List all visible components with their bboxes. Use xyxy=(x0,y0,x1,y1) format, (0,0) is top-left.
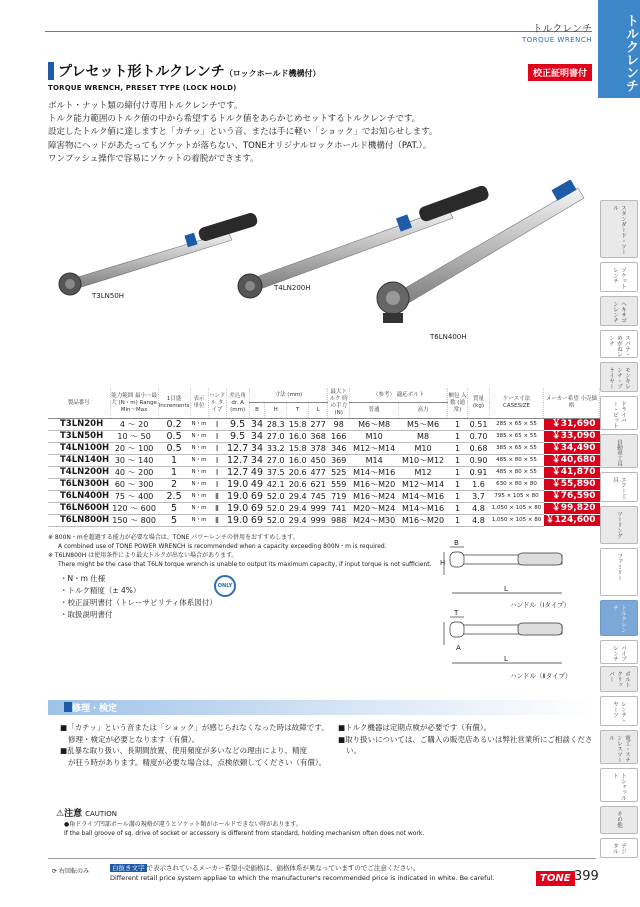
cell-mass: 0.68 xyxy=(468,443,490,455)
table-row xyxy=(48,431,600,443)
cell-price: ￥34,490 xyxy=(544,443,600,455)
range-min: 75 xyxy=(114,492,126,501)
cell-price: ￥40,680 xyxy=(544,455,600,467)
cell-high: M16～M20 xyxy=(399,515,448,527)
cell-hand-force: 166 xyxy=(328,431,350,443)
col-l: L xyxy=(309,403,328,419)
cell-unit: N・m xyxy=(190,503,208,515)
cell-high: M12 xyxy=(399,467,448,479)
repair-line: が狂う時があります。精度が必要な場合は、点検依頼してください（有償）。 xyxy=(68,757,327,767)
cell-mass: 0.70 xyxy=(468,431,490,443)
wrench-t3ln50h-image xyxy=(59,212,259,295)
cell-model: T4LN140H xyxy=(48,455,110,467)
cell-high: M5～M6 xyxy=(399,419,448,431)
cell-qty: 1 xyxy=(448,431,468,443)
cell-square-drive: 19.0 xyxy=(227,515,249,526)
side-tab-current[interactable]: トルクレンチ xyxy=(598,0,640,98)
page-number: 399 xyxy=(574,869,599,884)
side-tab[interactable]: ソケットレンチ xyxy=(600,262,638,292)
cell-increment: 2.5 xyxy=(158,491,190,503)
cell-unit: N・m xyxy=(190,491,208,503)
cell-l: 277 xyxy=(310,420,326,429)
col-handle: ハンドル タイプ xyxy=(208,388,226,419)
cell-hand-force: 559 xyxy=(328,479,350,491)
product-photos xyxy=(48,180,593,380)
cell-normal: M16～M24 xyxy=(350,491,399,503)
cell-handle: Ⅱ xyxy=(208,491,226,503)
side-tab[interactable]: エアー工具 xyxy=(600,472,638,502)
caution-body xyxy=(64,820,424,838)
cell-handle: Ⅰ xyxy=(208,443,226,455)
side-tab[interactable]: スパナ・めがねレンチ xyxy=(600,330,638,358)
col-dimensions: 寸法 (mm) xyxy=(249,388,328,403)
cell-t: 29.4 xyxy=(287,491,309,503)
cell-increment: 0.5 xyxy=(158,431,190,443)
cell-model: T3LN20H xyxy=(48,419,110,431)
side-tab[interactable]: トルクレンチ xyxy=(600,600,638,636)
diagram-caption-2: ハンドル（Ⅱタイプ） xyxy=(510,672,572,680)
cell-range: 75 ～ 400 xyxy=(110,491,158,503)
cell-model: T6LN400H xyxy=(48,491,110,503)
header-rule xyxy=(45,31,592,32)
range-min: 20 xyxy=(114,444,126,453)
cell-t: 20.6 xyxy=(287,479,309,491)
table-row xyxy=(48,443,600,455)
cell-normal: M14 xyxy=(350,455,399,467)
range-max: 140 xyxy=(138,456,154,465)
note-line: A combined use of TONE POWER WRENCH is recommended when a capacity exceeding 800N・m is required. xyxy=(58,543,387,550)
side-tab[interactable]: レンチ・ヤーツ xyxy=(600,696,638,726)
cell-unit: N・m xyxy=(190,467,208,479)
page-title: プレセット形トルクレンチ（ロックホールド機構付） xyxy=(58,64,321,80)
feature-item: ・校正証明書付（トレーサビリティ体系図付） xyxy=(60,598,217,607)
cell-unit: N・m xyxy=(190,479,208,491)
cell-range: 20 ～ 100 xyxy=(110,443,158,455)
col-square-drive: 差込角 dr. A (mm) xyxy=(226,388,249,419)
cell-case: 1,050 × 105 × 80 xyxy=(490,515,544,527)
cell-hand-force: 719 xyxy=(328,491,350,503)
cell-h: 52.0 xyxy=(265,515,287,527)
cell-square-drive: 19.0 xyxy=(227,491,249,502)
range-max: 400 xyxy=(138,492,154,501)
cell-increment: 2 xyxy=(158,479,190,491)
certificate-badge: 校正証明書付 xyxy=(528,64,592,81)
description-line: ボルト・ナット類の締付け専用トルクレンチです。 xyxy=(48,101,243,111)
cell-l: 621 xyxy=(310,480,326,489)
note-line: ※ T6LN800H は使用条件により最大トルクが出ない場合があります。 xyxy=(48,552,238,559)
cell-normal: M10 xyxy=(350,431,399,443)
note-line: There might be the case that T6LN torque wrench is unable to output its maximum capacity, if input torque is not sufficient. xyxy=(58,561,432,568)
cell-l: 999 xyxy=(310,504,326,513)
cell-hand-force: 98 xyxy=(328,419,350,431)
cell-range: 4 ～ 20 xyxy=(110,419,158,431)
cell-qty: 1 xyxy=(448,515,468,527)
feature-item: ・N・m 仕様 xyxy=(60,574,106,583)
cell-model: T6LN800H xyxy=(48,515,110,527)
cell-qty: 1 xyxy=(448,503,468,515)
table-row xyxy=(48,479,600,491)
footer-line-2: Different retail price system appliae to which the manufacturer's recommended price is indicated in white. Be careful. xyxy=(110,873,495,882)
col-case: ケース寸法 CASESIZE xyxy=(490,388,544,419)
white-text-pill: 白抜き文字 xyxy=(112,864,145,872)
cell-qty: 1 xyxy=(448,455,468,467)
range-max: 100 xyxy=(138,444,154,453)
cell-hand-force: 988 xyxy=(328,515,350,527)
product-label: T4LN200H xyxy=(274,284,311,292)
col-high: 高力 xyxy=(399,403,448,419)
cell-handle: Ⅰ xyxy=(208,455,226,467)
only-badge: ONLY xyxy=(214,575,236,597)
cell-price: ￥124,600 xyxy=(544,515,600,527)
header-category: トルクレンチ xyxy=(532,24,592,35)
cell-model: T6LN600H xyxy=(48,503,110,515)
cell-unit: N・m xyxy=(190,419,208,431)
page-title-sub: （ロックホールド機構付） xyxy=(224,69,321,78)
cell-high: M14～M16 xyxy=(399,503,448,515)
cell-model: T3LN50H xyxy=(48,431,110,443)
caution-title: ⚠注意 CAUTION xyxy=(56,809,117,819)
cell-case: 385 × 65 × 55 xyxy=(490,431,544,443)
feature-item: ・トルク精度（± 4%） xyxy=(60,586,141,595)
cell-qty: 1 xyxy=(448,443,468,455)
range-min: 150 xyxy=(112,516,128,525)
cell-high: M10～M12 xyxy=(399,455,448,467)
cell-qty: 1 xyxy=(448,467,468,479)
table-row xyxy=(48,491,600,503)
range-max: 300 xyxy=(138,480,154,489)
cell-high: M8 xyxy=(399,431,448,443)
cell-mass: 0.90 xyxy=(468,455,490,467)
range-min: 10 xyxy=(117,432,128,441)
cell-unit: N・m xyxy=(190,443,208,455)
cell-case: 795 × 105 × 80 xyxy=(490,491,544,503)
repair-line: ■乱暴な取り扱い、長期間放置、使用頻度が多いなどの理由により、精度 xyxy=(60,746,308,755)
cell-l: 999 xyxy=(310,516,326,525)
cell-normal: M12～M14 xyxy=(350,443,399,455)
cell-model: T4LN200H xyxy=(48,467,110,479)
cell-square-drive: 19.0 xyxy=(227,479,249,490)
side-tab[interactable]: 自動車工具 xyxy=(600,434,638,468)
cell-price: ￥99,820 xyxy=(544,503,600,515)
side-tab[interactable]: スタンダード・ツール xyxy=(600,200,638,258)
cell-mass: 1.6 xyxy=(468,479,490,491)
diagram-caption-1: ハンドル（Ⅰタイプ） xyxy=(510,601,571,609)
cell-qty: 1 xyxy=(448,419,468,431)
col-increment: 1目盛 Increments xyxy=(158,388,190,419)
cell-unit: N・m xyxy=(190,515,208,527)
spec-table xyxy=(48,388,600,527)
cell-l: 745 xyxy=(310,492,326,501)
cell-h: 37.5 xyxy=(265,467,287,479)
cell-mass: 3.7 xyxy=(468,491,490,503)
cell-h: 27.0 xyxy=(265,455,287,467)
side-tab[interactable]: ヘキサゴンレンチ xyxy=(600,296,638,326)
range-max: 50 xyxy=(140,432,151,441)
cell-unit: N・m xyxy=(190,431,208,443)
title-marker xyxy=(48,62,54,80)
cell-t: 29.4 xyxy=(287,515,309,527)
footer-note xyxy=(110,864,494,883)
product-label: T6LN400H xyxy=(430,333,467,341)
cell-case: 285 × 65 × 55 xyxy=(490,419,544,431)
rotate-icon: ⟳ xyxy=(52,868,58,875)
range-min: 120 xyxy=(112,504,128,513)
cell-qty: 1 xyxy=(448,491,468,503)
repair-line: ■「カチッ」という音または「ショック」が感じられなくなった時は故障です。 xyxy=(60,723,329,732)
side-tab[interactable]: その他 xyxy=(600,806,638,834)
brand-logo: TONE xyxy=(536,871,575,886)
side-tab[interactable]: ドライバー・ビット xyxy=(600,396,638,430)
cell-case: 485 × 80 × 55 xyxy=(490,467,544,479)
cell-high: M12～M14 xyxy=(399,479,448,491)
cell-h: 27.0 xyxy=(265,431,287,443)
cell-t: 16.0 xyxy=(287,431,309,443)
table-row xyxy=(48,419,600,431)
dim-l-label-2: L xyxy=(504,655,508,663)
cell-square-drive: 12.7 xyxy=(227,443,249,454)
side-tab[interactable]: ツーリング xyxy=(600,506,638,544)
cell-t: 15.8 xyxy=(287,443,309,455)
cell-h: 52.0 xyxy=(265,491,287,503)
footer-rule xyxy=(48,858,596,859)
wrench-t4ln200h-image xyxy=(238,184,490,298)
range-min: 4 xyxy=(119,420,126,429)
cell-mass: 4.8 xyxy=(468,515,490,527)
rotation-note: ⟳ 右回転のみ xyxy=(52,868,89,875)
dim-h-label: H xyxy=(440,559,446,567)
cell-t: 15.8 xyxy=(287,419,309,431)
side-tab[interactable]: トシャッルト xyxy=(600,768,638,802)
col-qty: 梱包 入数 (通常) xyxy=(448,388,468,419)
cell-square-drive: 9.5 xyxy=(226,419,249,431)
description-line: トルク能力範囲のトルク値の中から希望するトルク値をあらかじめセットするトルクレンチです。 xyxy=(48,114,421,125)
side-tab[interactable]: ファミリー xyxy=(600,548,638,596)
repair-section-title: 修理・検定 xyxy=(72,704,118,714)
repair-line: 修理・検定が必要となります（有償）。 xyxy=(68,734,200,744)
cell-hand-force: 346 xyxy=(328,443,350,455)
dim-t-label: T xyxy=(454,609,459,617)
cell-increment: 1 xyxy=(158,467,190,479)
cell-square-drive: 12.7 xyxy=(227,467,249,478)
side-tab[interactable]: モンキレンチ・プライヤー xyxy=(600,362,638,392)
cell-mass: 4.8 xyxy=(468,503,490,515)
range-max: 800 xyxy=(140,516,156,525)
col-price: メーカー希望 小売価格 xyxy=(544,388,600,419)
caution-line: If the ball groove of sq. drive of socket or accessory is different from standard, holding mechanism often does not work. xyxy=(64,830,425,837)
description xyxy=(48,100,588,166)
feature-list xyxy=(60,573,217,621)
cell-increment: 0.2 xyxy=(158,419,190,431)
col-range: 能力範囲 最小～最大 (N・m) Range Min～Max xyxy=(110,388,158,419)
cell-t: 16.0 xyxy=(287,455,309,467)
col-t: T xyxy=(287,403,309,419)
cell-b: 34 xyxy=(250,443,264,454)
cell-normal: M14～M16 xyxy=(350,467,399,479)
cell-range: 40 ～ 200 xyxy=(110,467,158,479)
cell-price: ￥55,890 xyxy=(544,479,600,491)
note-line: ※ 800N・mを超過する能力が必要な場合は、TONE パワーレンチの併用をおすすめします。 xyxy=(48,534,299,541)
cell-mass: 0.51 xyxy=(468,419,490,431)
cell-increment: 0.5 xyxy=(158,443,190,455)
range-min: 30 xyxy=(114,456,126,465)
dim-b-label: B xyxy=(454,539,459,547)
cell-l: 450 xyxy=(310,456,326,465)
cell-b: 34 xyxy=(250,431,264,442)
cell-hand-force: 741 xyxy=(328,503,350,515)
caution-title-en: CAUTION xyxy=(85,810,117,818)
repair-section-bar xyxy=(48,700,594,715)
repair-section-marker xyxy=(64,702,72,712)
table-row xyxy=(48,467,600,479)
description-line: 障害物にヘッドがあたってもソケットが落ちない、TONEオリジナルロックホールド機構付（PAT.）。 xyxy=(48,140,432,151)
cell-case: 385 × 65 × 55 xyxy=(490,443,544,455)
cell-b: 49 xyxy=(250,479,264,490)
cell-h: 28.3 xyxy=(265,419,287,431)
range-min: 60 xyxy=(114,480,126,489)
col-normal: 普通 xyxy=(350,403,399,419)
cell-handle: Ⅰ xyxy=(208,479,226,491)
range-min: 40 xyxy=(114,468,126,477)
cell-increment: 5 xyxy=(158,503,190,515)
notes xyxy=(48,533,448,569)
side-tab[interactable]: 電工・ステンレスツール xyxy=(600,730,638,764)
caution-line: ●角ドライブ凹部ボール溝の規格が違うとソケット類がホールドできない時があります。 xyxy=(64,821,302,828)
page-title-en: TORQUE WRENCH, PRESET TYPE (LOCK HOLD) xyxy=(48,84,237,92)
footer-line-1: で表示されているメーカー希望小売価格は、価格体系が異なっていますのでご注意ください。 xyxy=(146,864,420,872)
table-row xyxy=(48,515,600,527)
col-hand-force: 最大トルク 時の手力 (N) xyxy=(328,388,350,419)
description-line: 設定したトルク値に達しますと「カチッ」という音、または手に軽い「ショック」でお知らせします。 xyxy=(48,127,438,138)
cell-normal: M6～M8 xyxy=(350,419,399,431)
cell-handle: Ⅱ xyxy=(208,515,226,527)
cell-model: T6LN300H xyxy=(48,479,110,491)
cell-price: ￥41,870 xyxy=(544,467,600,479)
cell-range: 30 ～ 140 xyxy=(110,455,158,467)
col-unit: 表示 単位 xyxy=(190,388,208,419)
cell-b: 69 xyxy=(250,491,264,502)
cell-handle: Ⅱ xyxy=(208,503,226,515)
dim-a-label: A xyxy=(456,644,461,652)
cell-price: ￥76,590 xyxy=(544,491,600,503)
range-max: 600 xyxy=(140,504,156,513)
warning-icon: ⚠ xyxy=(56,809,65,819)
cell-hand-force: 525 xyxy=(328,467,350,479)
col-mass: 質量 (kg) xyxy=(468,388,490,419)
product-label: T3LN50H xyxy=(92,292,125,300)
side-tab[interactable]: デジタル xyxy=(600,838,638,858)
cell-increment: 5 xyxy=(158,515,190,527)
repair-line: ■取り扱いについては、ご購入の販売店あるいは弊社営業所にご相談くださ xyxy=(338,734,593,744)
cell-b: 69 xyxy=(250,503,264,514)
description-line: ワンプッシュ操作で容易にソケットの着脱ができます。 xyxy=(48,153,259,164)
side-tab[interactable]: パイプレンチ xyxy=(600,640,638,664)
dim-l-label: L xyxy=(504,585,508,593)
cell-normal: M24～M30 xyxy=(350,515,399,527)
cell-b: 34 xyxy=(250,419,264,430)
cell-range: 120 ～ 600 xyxy=(110,503,158,515)
dimension-diagram xyxy=(440,535,590,685)
cell-qty: 1 xyxy=(448,479,468,491)
col-h: H xyxy=(265,403,287,419)
cell-t: 20.6 xyxy=(287,467,309,479)
cell-range: 60 ～ 300 xyxy=(110,479,158,491)
cell-square-drive: 9.5 xyxy=(226,431,249,443)
cell-h: 42.1 xyxy=(265,479,287,491)
cell-case: 1,050 × 105 × 80 xyxy=(490,503,544,515)
header-category-en: TORQUE WRENCH xyxy=(521,36,592,44)
feature-item: ・取扱説明書付 xyxy=(60,610,113,619)
repair-line: い。 xyxy=(346,746,361,755)
range-max: 20 xyxy=(138,420,149,429)
col-b: B xyxy=(249,403,265,419)
cell-handle: Ⅰ xyxy=(208,467,226,479)
cell-l: 368 xyxy=(310,432,326,441)
cell-h: 52.0 xyxy=(265,503,287,515)
cell-range: 150 ～ 800 xyxy=(110,515,158,527)
range-max: 200 xyxy=(138,468,154,477)
cell-l: 378 xyxy=(310,444,326,453)
repair-line: ■トルク機器は定期点検が必要です（有償）。 xyxy=(338,723,492,732)
col-bolt: （参考） 適応ボルト xyxy=(350,388,448,403)
cell-b: 34 xyxy=(250,455,264,466)
cell-high: M14～M16 xyxy=(399,491,448,503)
cell-case: 630 × 80 × 80 xyxy=(490,479,544,491)
cell-model: T4LN100H xyxy=(48,443,110,455)
cell-b: 49 xyxy=(250,467,264,478)
cell-square-drive: 19.0 xyxy=(227,503,249,514)
cell-t: 29.4 xyxy=(287,503,309,515)
cell-increment: 1 xyxy=(158,455,190,467)
col-model: 製品番号 xyxy=(48,388,110,419)
cell-hand-force: 369 xyxy=(328,455,350,467)
cell-high: M10 xyxy=(399,443,448,455)
cell-range: 10 ～ 50 xyxy=(110,431,158,443)
cell-unit: N・m xyxy=(190,455,208,467)
cell-handle: Ⅰ xyxy=(208,419,226,431)
cell-normal: M20～M24 xyxy=(350,503,399,515)
cell-handle: Ⅰ xyxy=(208,431,226,443)
cell-h: 33.2 xyxy=(265,443,287,455)
cell-mass: 0.91 xyxy=(468,467,490,479)
cell-normal: M16～M20 xyxy=(350,479,399,491)
cell-l: 477 xyxy=(310,468,326,477)
cell-price: ￥33,090 xyxy=(544,431,600,443)
cell-price: ￥31,690 xyxy=(544,419,600,431)
repair-right xyxy=(338,722,598,757)
table-row xyxy=(48,503,600,515)
cell-square-drive: 12.7 xyxy=(227,455,249,466)
table-row xyxy=(48,455,600,467)
cell-case: 485 × 80 × 55 xyxy=(490,455,544,467)
side-tab[interactable]: ボルトクリッパー xyxy=(600,666,638,692)
cell-b: 69 xyxy=(250,515,264,526)
repair-left xyxy=(60,722,350,768)
